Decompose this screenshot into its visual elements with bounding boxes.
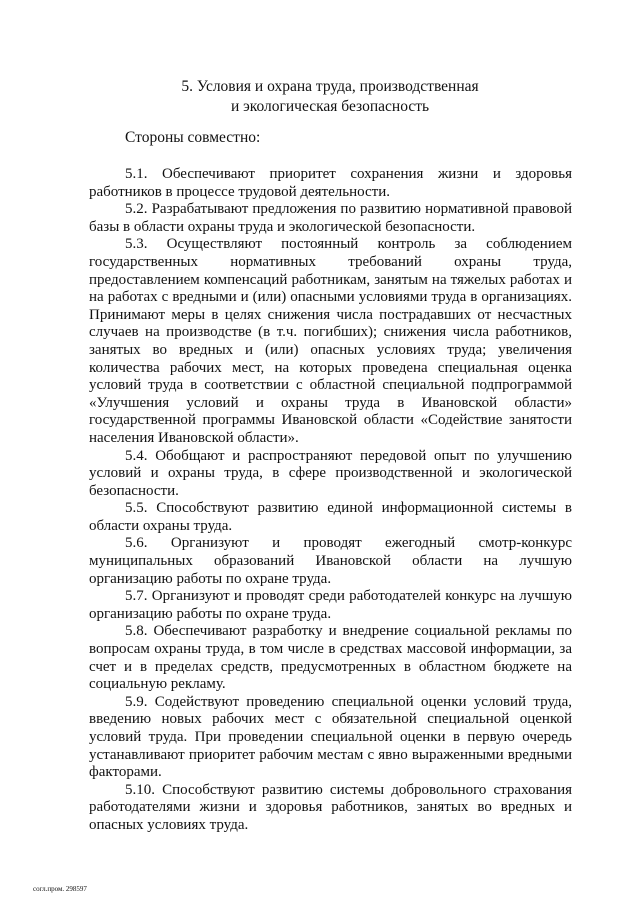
intro-text: Стороны совместно: [125, 129, 261, 146]
paragraph-5-2: 5.2. Разрабатывают предложения по развитию нормативной правовой базы в области охраны труда и экологической безопасности. [89, 201, 572, 235]
paragraph-5-3: 5.3. Осуществляют постоянный контроль за соблюдением государственных нормативных требований охраны труда, предоставлением компенсаций работникам, занятым на тяжелых работах и на работах с вредными и (или) опасными условиями труда в организациях. Принимают меры в целях снижения числа пострадавших от несчастных случаев на производстве (в т.ч. погибших); снижения числа работников, занятых во вредных и (или) опасных условиях труда; увеличения количества рабочих мест, на которых проведена специальная оценка условий труда в соответствии с областной специальной подпрограммой «Улучшения условий и охраны труда в Ивановской области» государственной программы Ивановской области «Содействие занятости населения Ивановской области». [89, 236, 572, 446]
paragraph-5-7: 5.7. Организуют и проводят среди работодателей конкурс на лучшую организацию работы по охране труда. [89, 588, 572, 622]
paragraph-5-8: 5.8. Обеспечивают разработку и внедрение социальной рекламы по вопросам охраны труда, в том числе в средствах массовой информации, за счет и в пределах средств, предусмотренных в областном бюджете на социальную рекламу. [89, 623, 572, 693]
footer-code: согл.пром. 298597 [33, 885, 87, 893]
paragraph-5-5: 5.5. Способствуют развитию единой информационной системы в области охраны труда. [89, 500, 572, 534]
section-heading [80, 77, 580, 117]
section-heading-line-2: и экологическая безопасность [230, 98, 430, 115]
paragraph-5-6: 5.6. Организуют и проводят ежегодный смотр-конкурс муниципальных образований Ивановской области на лучшую организацию работы по охране труда. [89, 535, 572, 587]
paragraph-5-10: 5.10. Способствуют развитию системы добровольного страхования работодателями жизни и здоровья работников, занятых во вредных и опасных условиях труда. [89, 781, 572, 833]
paragraph-5-9: 5.9. Содействуют проведению специальной оценки условий труда, введению новых рабочих мест с обязательной специальной оценкой условий труда. При проведении специальной оценки в первую очередь устанавливают приоритет рабочим местам с явно выраженными вредными факторами. [89, 693, 572, 781]
paragraph-5-1: 5.1. Обеспечивают приоритет сохранения жизни и здоровья работников в процессе трудовой деятельности. [89, 166, 572, 200]
document-body [89, 166, 572, 835]
paragraph-5-4: 5.4. Обобщают и распространяют передовой опыт по улучшению условий и охраны труда, в сфере производственной и экологической безопасности. [89, 447, 572, 499]
section-heading-line-1: 5. Условия и охрана труда, производственная [181, 78, 479, 95]
